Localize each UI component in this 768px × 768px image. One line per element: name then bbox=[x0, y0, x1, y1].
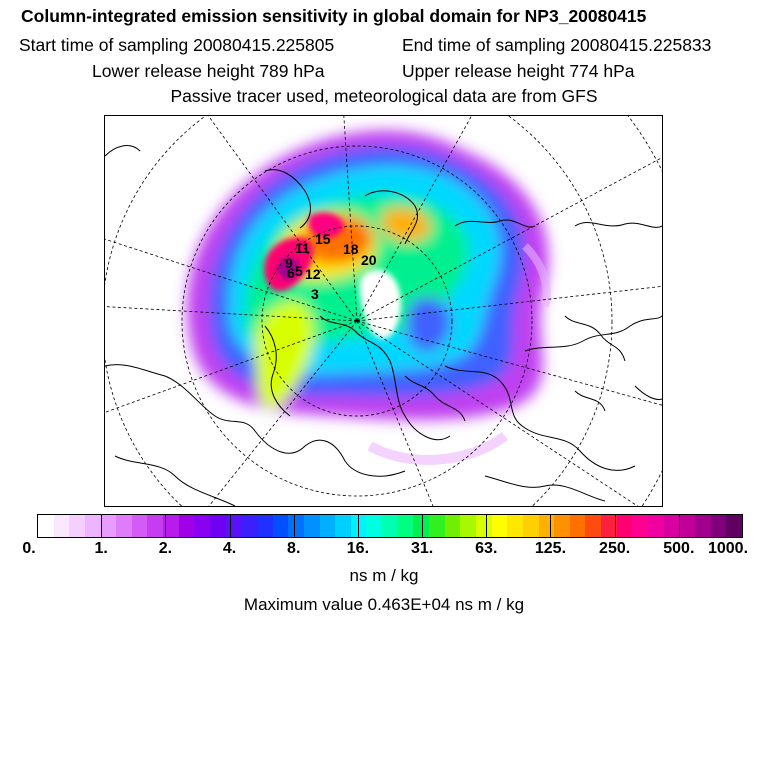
colorbar-swatch bbox=[413, 515, 429, 537]
colorbar-tick-label: 250. bbox=[599, 540, 631, 557]
polar-map bbox=[104, 115, 663, 507]
colorbar-tick-label: 1000. bbox=[707, 540, 749, 557]
colorbar-swatch bbox=[429, 515, 445, 537]
colorbar-swatch bbox=[69, 515, 85, 537]
colorbar-tick-label: 1. bbox=[94, 540, 108, 557]
colorbar-tick-label: 16. bbox=[346, 540, 370, 557]
colorbar-swatch bbox=[226, 515, 242, 537]
colorbar-tick-label: 125. bbox=[534, 540, 567, 557]
colorbar-swatch bbox=[601, 515, 617, 537]
colorbar-swatch bbox=[101, 515, 117, 537]
plot-title: Column-integrated emission sensitivity in global domain for NP3_20080415 bbox=[21, 6, 647, 26]
colorbar-swatch bbox=[304, 515, 320, 537]
colorbar-swatch bbox=[241, 515, 257, 537]
release-label-18: 18 bbox=[343, 241, 359, 257]
colorbar-swatch bbox=[523, 515, 539, 537]
colorbar-swatch bbox=[382, 515, 398, 537]
lower-release-height: Lower release height 789 hPa bbox=[92, 61, 325, 81]
colorbar-tick-label: 0. bbox=[22, 540, 36, 557]
maximum-value: Maximum value 0.463E+04 ns m / kg bbox=[243, 595, 525, 614]
colorbar-swatch bbox=[492, 515, 508, 537]
colorbar-swatch bbox=[179, 515, 195, 537]
colorbar-swatch bbox=[664, 515, 680, 537]
colorbar-swatch bbox=[288, 515, 304, 537]
release-label-3: 3 bbox=[311, 286, 319, 302]
colorbar-tick-labels bbox=[0, 540, 768, 560]
colorbar-tick-label: 63. bbox=[475, 540, 498, 557]
colorbar-tick-label: 500. bbox=[663, 540, 695, 557]
colorbar-swatch bbox=[679, 515, 695, 537]
tracer-note: Passive tracer used, meteorological data are from GFS bbox=[170, 86, 598, 106]
colorbar-tick-label: 8. bbox=[287, 540, 301, 557]
release-label-5: 5 bbox=[295, 263, 303, 279]
colorbar-swatch bbox=[85, 515, 101, 537]
colorbar-units: ns m / kg bbox=[349, 566, 419, 585]
colorbar-swatch bbox=[132, 515, 148, 537]
colorbar-swatch bbox=[335, 515, 351, 537]
colorbar-swatch bbox=[366, 515, 382, 537]
release-label-6: 6 bbox=[287, 265, 295, 281]
colorbar-swatch bbox=[539, 515, 555, 537]
colorbar-swatch bbox=[210, 515, 226, 537]
release-label-20: 20 bbox=[361, 252, 377, 268]
colorbar-swatch bbox=[445, 515, 461, 537]
colorbar-swatch bbox=[54, 515, 70, 537]
colorbar-swatch bbox=[257, 515, 273, 537]
colorbar-swatch bbox=[351, 515, 367, 537]
sensitivity-field bbox=[187, 130, 548, 460]
colorbar-swatch bbox=[476, 515, 492, 537]
release-label-9: 9 bbox=[285, 255, 293, 271]
colorbar-swatch bbox=[398, 515, 414, 537]
release-label-15: 15 bbox=[315, 231, 331, 247]
colorbar-swatch bbox=[695, 515, 711, 537]
colorbar-swatch bbox=[585, 515, 601, 537]
colorbar-swatch bbox=[116, 515, 132, 537]
colorbar-swatch bbox=[320, 515, 336, 537]
release-label-12: 12 bbox=[305, 266, 321, 282]
colorbar-swatch bbox=[273, 515, 289, 537]
colorbar-swatch bbox=[38, 515, 54, 537]
colorbar bbox=[37, 514, 743, 538]
colorbar-swatch bbox=[460, 515, 476, 537]
colorbar-swatch bbox=[632, 515, 648, 537]
end-time: End time of sampling 20080415.225833 bbox=[402, 35, 712, 55]
colorbar-swatch bbox=[147, 515, 163, 537]
colorbar-swatch bbox=[570, 515, 586, 537]
colorbar-swatch bbox=[194, 515, 210, 537]
start-time: Start time of sampling 20080415.225805 bbox=[19, 35, 335, 55]
release-label-11: 11 bbox=[295, 240, 310, 256]
colorbar-swatch bbox=[554, 515, 570, 537]
upper-release-height: Upper release height 774 hPa bbox=[402, 61, 635, 81]
colorbar-swatch bbox=[711, 515, 727, 537]
colorbar-tick-label: 2. bbox=[158, 540, 173, 557]
colorbar-swatch bbox=[726, 515, 742, 537]
colorbar-tick-label: 4. bbox=[222, 540, 237, 557]
colorbar-tick-label: 31. bbox=[410, 540, 434, 557]
colorbar-swatch bbox=[507, 515, 523, 537]
colorbar-swatch bbox=[617, 515, 633, 537]
colorbar-swatch bbox=[648, 515, 664, 537]
colorbar-swatch bbox=[163, 515, 179, 537]
